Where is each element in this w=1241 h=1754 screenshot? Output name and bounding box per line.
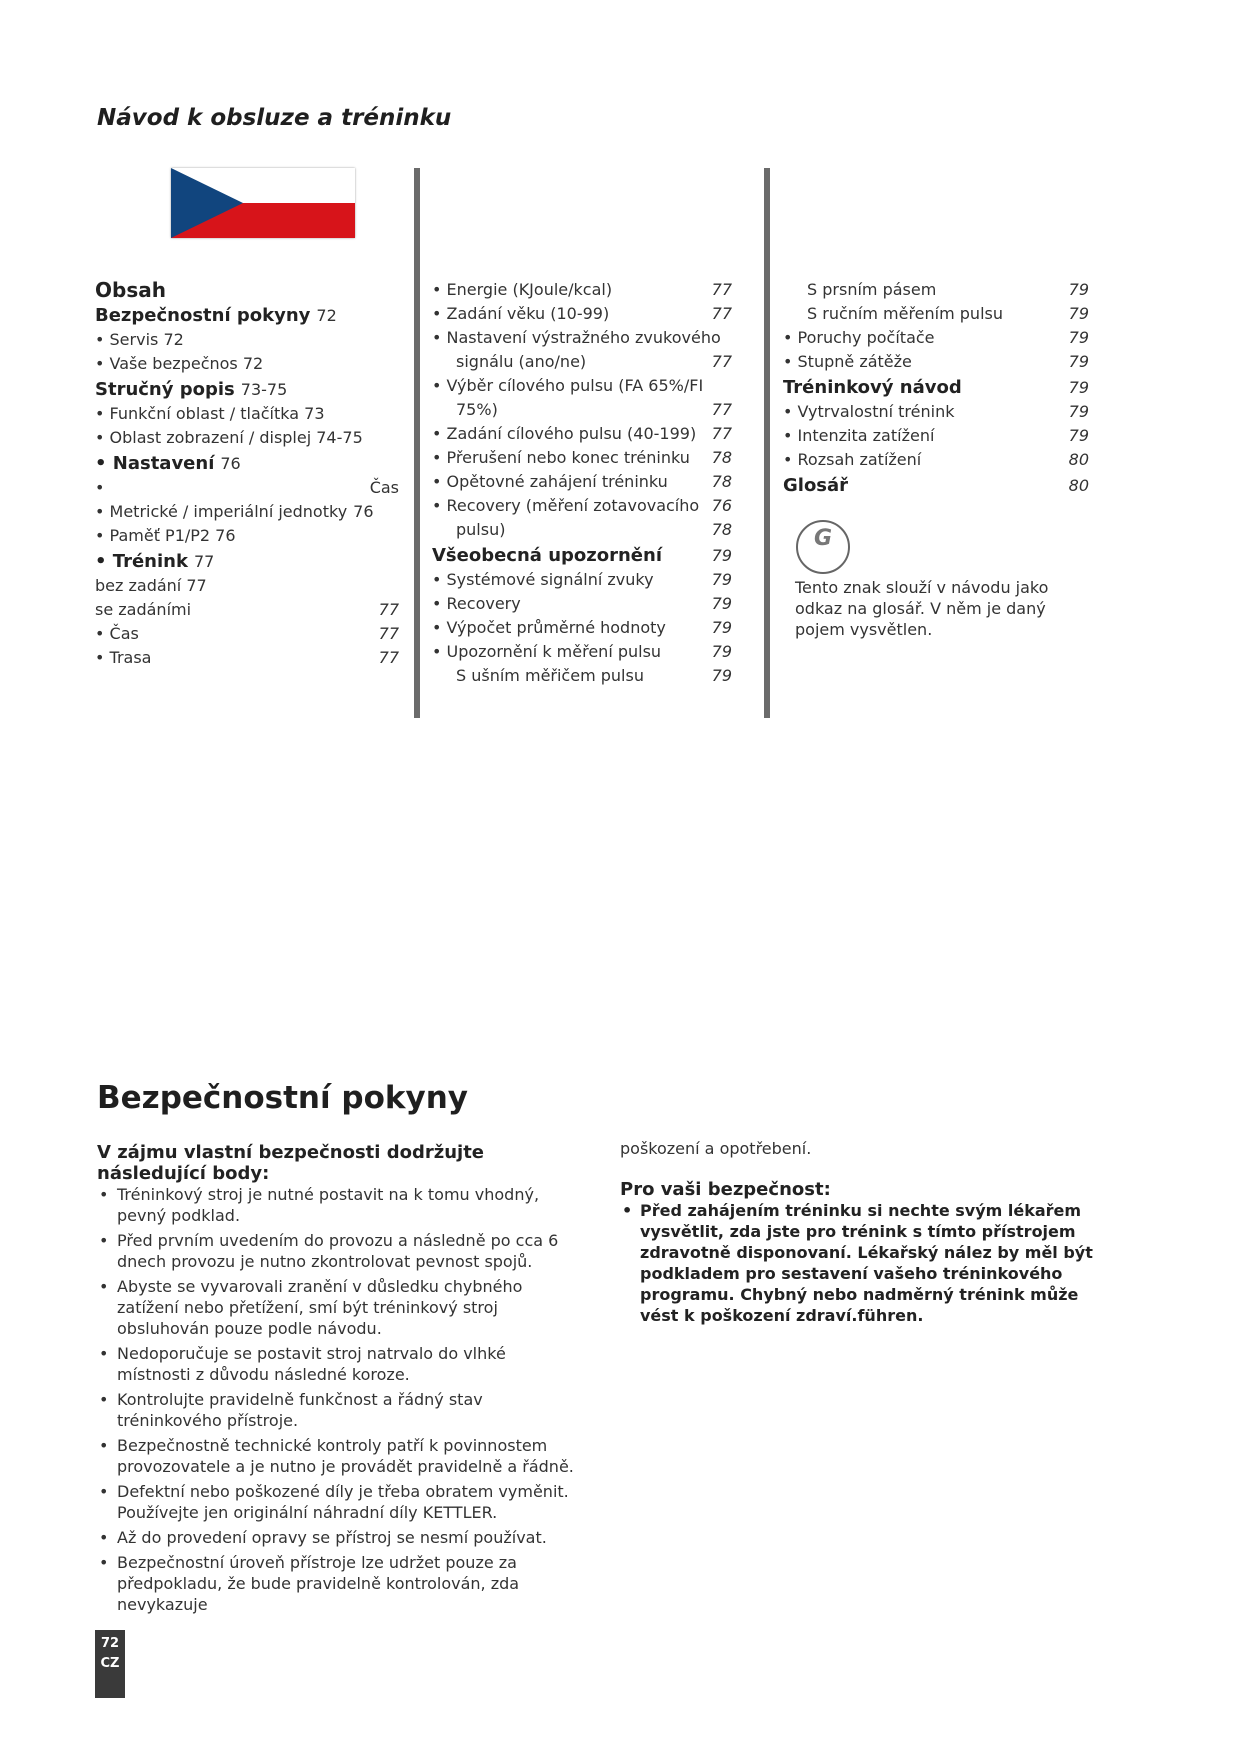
toc-entry [432,376,732,400]
toc-entry-text: • Výpočet průměrné hodnoty [432,618,666,637]
toc-entry-text: • Vytrvalostní trénink [783,402,955,421]
toc-entry [432,496,732,520]
toc-entry [783,476,1089,500]
toc-entry [95,502,399,526]
toc-entry-page: 76 [220,454,241,473]
toc-entry [432,546,732,570]
toc-entry-text: • Opětovné zahájení tréninku [432,472,668,491]
toc-entry [783,402,1089,426]
toc-entry [95,552,399,576]
toc-entry-text: • Systémové signální zvuky [432,570,654,589]
list-item: • Bezpečnostní úroveň přístroje lze udržet pouze za předpokladu, že bude pravidelně kontrolován, zda nevykazuje [97,1552,577,1615]
toc-entry [95,380,399,404]
toc-entry-text: • Zadání věku (10-99) [432,304,610,323]
toc-entry [95,354,399,378]
toc-entry [95,526,399,550]
toc-entry [783,450,1089,474]
toc-entry-text: pulsu) [456,520,506,539]
toc-entry-text: • Trénink [95,551,188,572]
safety-right-column [620,1138,1100,1330]
toc-entry [783,280,1089,304]
toc-entry [95,600,399,624]
toc-entry-text: • Recovery [432,594,521,613]
toc-entry-page: 77 [711,280,732,299]
glossary-icon: G [796,520,850,574]
list-item: • Bezpečnostně technické kontroly patří k povinnostem provozovatele a je nutno je provádět pravidelně a řádně. [97,1435,577,1477]
column-divider [764,168,770,718]
toc-entry-page: 79 [711,618,732,637]
toc-entry [432,570,732,594]
toc-entry [95,478,399,502]
list-item: • Před zahájením tréninku si nechte svým lékařem vysvětlit, zda jste pro trénink s tímto přístrojem zdravotně disponovaní. Lékařský nález by měl být podkladem pro sestavení vašeho tréninkového programu. Chybný nebo nadměrný trénink může vést k poškození zdraví.führen. [620,1200,1100,1326]
toc-entry-text: • Čas [95,624,139,643]
toc-entry-page: 79 [1068,426,1089,445]
toc-entry-text: S prsním pásem [807,280,937,299]
toc-entry-page: 76 [711,496,732,515]
toc-entry [432,472,732,496]
toc-entry-page: 79 [711,570,732,589]
toc-entry-text: • Funkční oblast / tlačítka 73 [95,404,325,423]
toc-column-1 [95,280,399,672]
toc-entry-text: Tréninkový návod [783,377,962,398]
toc-entry-page: 77 [711,304,732,323]
toc-entry [432,304,732,328]
toc-entry-text: • Přerušení nebo konec tréninku [432,448,690,467]
toc-entry [95,306,399,330]
toc-entry [432,448,732,472]
list-item: • Tréninkový stroj je nutné postavit na k tomu vhodný, pevný podklad. [97,1184,577,1226]
list-item: • Nedoporučuje se postavit stroj natrvalo do vlhké místnosti z důvodu následné koroze. [97,1343,577,1385]
toc-entry-text: • Metrické / imperiální jednotky [95,502,348,521]
list-item: • Defektní nebo poškozené díly je třeba obratem vyměnit. Používejte jen originální náhradní díly KETTLER. [97,1481,577,1523]
toc-entry-page: 78 [711,448,732,467]
toc-entry-page: 78 [711,520,732,539]
toc-entry [432,400,732,424]
toc-entry-page: 77 [193,552,215,571]
list-item: • Abyste se vyvarovali zranění v důsledku chybného zatížení nebo přetížení, smí být tréninkový stroj obsluhován pouze podle návodu. [97,1276,577,1339]
toc-entry-text: • [95,478,105,497]
toc-entry-text: • Paměť P1/P2 76 [95,526,236,545]
toc-entry-page: 77 [711,400,732,419]
toc-entry-page: 77 [711,424,732,443]
toc-column-3 [783,280,1089,500]
toc-entry-page: Čas [369,478,399,497]
toc-entry-text: Všeobecná upozornění [432,545,663,566]
toc-entry [432,666,732,690]
document-title: Návod k obsluze a tréninku [97,105,452,131]
toc-entry-text: • Vaše bezpečnos 72 [95,354,264,373]
glossary-note: Tento znak slouží v návodu jako odkaz na glosář. V něm je daný pojem vysvětlen. [795,578,1049,639]
page-number: 72 [100,1636,120,1651]
toc-entry-text: • Upozornění k měření pulsu [432,642,662,661]
toc-entry-text: • Energie (KJoule/kcal) [432,280,613,299]
toc-entry-page: 76 [353,502,374,521]
toc-entry [783,352,1089,376]
toc-entry-page: 79 [1068,280,1089,299]
toc-entry-text: bez zadání 77 [95,576,207,595]
toc-entry-text: • Nastavení výstražného zvukového [432,328,721,347]
toc-entry-text: Bezpečnostní pokyny [95,305,311,326]
page-number-tab [95,1630,125,1698]
toc-entry-page: 79 [1068,378,1089,397]
toc-entry [95,454,399,478]
toc-entry-page: 79 [1068,402,1089,421]
toc-entry-text: Stručný popis [95,379,235,400]
toc-entry-page: 77 [378,600,399,619]
toc-entry-text: Glosář [783,475,849,496]
toc-entry-text: • Rozsah zatížení [783,450,922,469]
toc-entry [432,424,732,448]
safety-left-column [97,1142,577,1619]
toc-entry [432,594,732,618]
czech-flag [171,168,355,238]
toc-entry-page: 79 [1068,328,1089,347]
safety-title: Bezpečnostní pokyny [97,1080,469,1116]
toc-entry-text: se zadáními [95,600,192,619]
toc-entry [432,352,732,376]
toc-entry-page: 79 [711,546,732,565]
toc-entry [95,404,399,428]
list-item: • Před prvním uvedením do provozu a následně po cca 6 dnech provozu je nutno zkontrolovat pevnost spojů. [97,1230,577,1272]
toc-entry-text: • Recovery (měření zotavovacího [432,496,700,515]
toc-entry-text: S ušním měřičem pulsu [456,666,644,685]
toc-entry-text: • Servis 72 [95,330,184,349]
toc-entry-page: 79 [711,642,732,661]
toc-entry [95,330,399,354]
toc-entry-page: 80 [1068,450,1089,469]
toc-entry [783,328,1089,352]
toc-entry-page: 80 [1068,476,1089,495]
toc-entry-text: signálu (ano/ne) [456,352,587,371]
toc-entry-page: 79 [1068,304,1089,323]
toc-entry [95,428,399,452]
toc-entry-text: • Poruchy počítače [783,328,935,347]
toc-entry-page: 77 [378,648,399,667]
list-item: • Až do provedení opravy se přístroj se nesmí používat. [97,1527,577,1548]
toc-entry-page: 78 [711,472,732,491]
toc-entry [432,642,732,666]
toc-entry [783,304,1089,328]
toc-column-2 [432,280,732,690]
safety-left-heading: V zájmu vlastní bezpečnosti dodržujte následující body: [97,1142,484,1184]
toc-entry [95,576,399,600]
toc-entry-text: S ručním měřením pulsu [807,304,1003,323]
toc-entry-text: • Zadání cílového pulsu (40-199) [432,424,697,443]
toc-entry [432,280,732,304]
toc-entry-page: 79 [711,666,732,685]
toc-entry-page: 79 [711,594,732,613]
toc-entry-text: • Trasa [95,648,152,667]
safety-continuation: poškození a opotřebení. [620,1139,812,1158]
toc-entry-page: 77 [711,352,732,371]
safety-right-heading: Pro vaši bezpečnost: [620,1179,831,1200]
toc-entry [432,520,732,544]
toc-entry-text: • Intenzita zatížení [783,426,935,445]
toc-entry-page: 73-75 [240,380,288,399]
toc-entry-page: 79 [1068,352,1089,371]
toc-entry-page: 72 [316,306,337,325]
toc-entry [783,378,1089,402]
toc-entry [432,328,732,352]
toc-entry-text: 75%) [456,400,498,419]
toc-entry-text: • Výběr cílového pulsu (FA 65%/FI [432,376,704,395]
toc-entry-page: 77 [378,624,399,643]
toc-entry-text: • Stupně zátěže [783,352,912,371]
toc-heading: Obsah [95,278,166,302]
list-item: • Kontrolujte pravidelně funkčnost a řádný stav tréninkového přístroje. [97,1389,577,1431]
column-divider [414,168,420,718]
toc-entry [95,648,399,672]
toc-entry [95,624,399,648]
toc-entry [783,426,1089,450]
toc-entry [432,618,732,642]
toc-entry-text: • Nastavení [95,453,215,474]
language-code: CZ [100,1656,120,1671]
toc-entry-text: • Oblast zobrazení / displej 74-75 [95,428,363,447]
